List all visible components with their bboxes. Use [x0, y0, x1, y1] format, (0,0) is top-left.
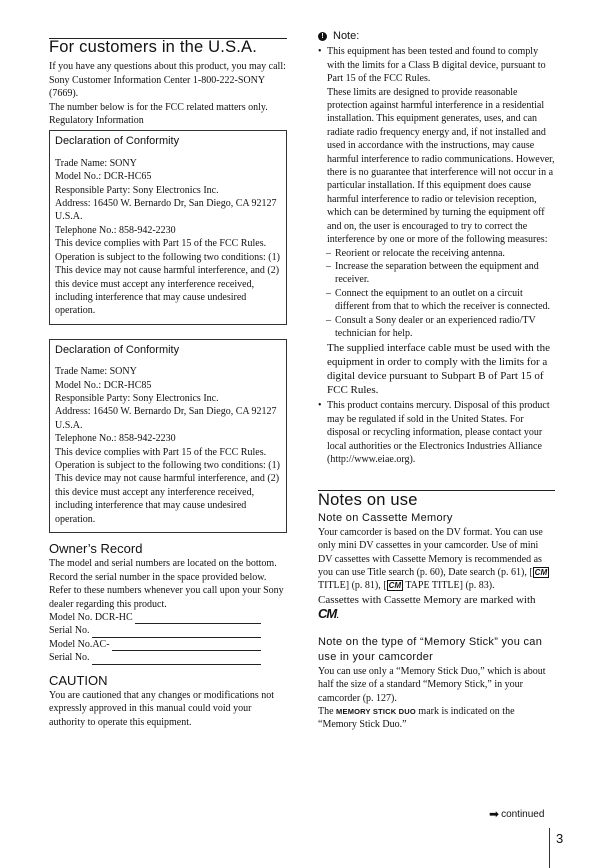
caution-text: You are cautioned that any changes or modifications not expressly approved in this manual could void your authority to operate this equipment.	[49, 690, 275, 728]
measure-item: – Reorient or relocate the receiving antenna.	[318, 247, 555, 260]
intro-line: The number below is for the FCC related matters only.	[49, 101, 268, 113]
note-header	[318, 30, 555, 43]
memory-stick-text: You can use only a “Memory Stick Duo,” which is about half the size of a standard “Memory Stick,” in your camcorder (p. 127).	[318, 665, 546, 704]
declaration-line: Telephone No.: 858-942-2230	[55, 224, 176, 236]
measure-item: – Consult a Sony dealer or an experienced radio/TV technician for help.	[318, 314, 555, 341]
page-divider	[549, 828, 550, 868]
notes-on-use-heading: Notes on use	[318, 491, 418, 510]
memory-stick-heading: Note on the type of “Memory Stick” you can use in your camcorder	[318, 635, 543, 663]
declaration-title: Declaration of Conformity	[55, 343, 180, 356]
owners-record-text: The model and serial numbers are located on the bottom. Record the serial number in the space provided below. Refer to these numbers whenever you call upon your Sony dealer regarding this product.	[49, 558, 284, 610]
cassette-memory-icon: CM	[534, 568, 548, 577]
right-column	[318, 0, 555, 732]
cassette-memory-icon: CM	[388, 581, 402, 591]
declaration-box-1	[49, 130, 287, 324]
declaration-line: Model No.: DCR-HC65	[55, 171, 152, 183]
arrow-right-icon: ➡	[489, 807, 500, 821]
cable-text: The supplied interface cable must be used with the equipment in order to comply with the limits for a digital device pursuant to Subpart B of Part 15 of FCC Rules.	[327, 342, 550, 397]
note-list	[318, 45, 555, 466]
left-column	[49, 0, 287, 729]
note-item: • This product contains mercury. Disposal of this product may be regulated if sold in the United States. For disposal or recycling information, please contact your local authorities or the Electronics Industries Alliance (http://www.eiae.org).	[318, 399, 555, 466]
declaration-box-2	[49, 339, 287, 533]
note-label: Note:	[333, 30, 360, 42]
declaration-line: Responsible Party: Sony Electronics Inc.	[55, 184, 219, 196]
cassette-memory-icon: CM	[318, 605, 337, 621]
declaration-line: Trade Name: SONY	[55, 366, 137, 378]
owners-record-heading: Owner’s Record	[49, 541, 143, 556]
continued-marker	[489, 808, 544, 821]
intro-line: Sony Customer Information Center 1-800-222-SONY (7669).	[49, 74, 265, 100]
intro-text	[49, 60, 287, 127]
record-fields	[49, 611, 261, 665]
declaration-line: This device complies with Part 15 of the FCC Rules. Operation is subject to the following two conditions: (1) This device may not cause harmful interference, and (2) this device must accept any interference received, including interference that may cause undesired operation.	[55, 238, 280, 317]
declaration-line: Telephone No.: 858-942-2230	[55, 433, 176, 445]
ac-model-field: Model No.AC-	[49, 638, 261, 651]
model-field: Model No. DCR-HC	[49, 611, 261, 624]
serial-field: Serial No.	[49, 624, 261, 637]
memory-stick-mark-text: The MEMORY STICK DUO mark is indicated on the “Memory Stick Duo.”	[318, 706, 515, 731]
page-number: 3	[556, 831, 564, 846]
declaration-title: Declaration of Conformity	[55, 135, 180, 148]
cassette-text: Your camcorder is based on the DV format. You can use only mini DV cassettes in your camcorder. Use of mini DV cassettes with Cassette Memory is recommended as you can use Title search (p. 60), Date search (p. 61), [ CM TITLE] (p. 81), [ CM TAPE TITLE] (p. 83).	[318, 526, 548, 592]
measure-item: – Increase the separation between the equipment and receiver.	[318, 260, 555, 287]
customers-heading: For customers in the U.S.A.	[49, 38, 258, 56]
declaration-line: Address: 16450 W. Bernardo Dr, San Diego, CA 92127 U.S.A.	[55, 406, 277, 431]
cassette-marked-text: Cassettes with Cassette Memory are marked with CM.	[318, 593, 536, 621]
memory-stick-duo-logo: MEMORY STICK DUO	[336, 707, 416, 717]
caution-heading: CAUTION	[49, 672, 108, 688]
measure-item: – Connect the equipment to an outlet on a circuit different from that to which the receiver is connected.	[318, 287, 555, 314]
ac-serial-field: Serial No.	[49, 651, 261, 664]
cassette-heading: Note on Cassette Memory	[318, 511, 453, 524]
declaration-line: Address: 16450 W. Bernardo Dr, San Diego, CA 92127 U.S.A.	[55, 198, 277, 223]
intro-line: Regulatory Information	[49, 115, 144, 127]
declaration-line: Trade Name: SONY	[55, 157, 137, 169]
declaration-line: This device complies with Part 15 of the FCC Rules. Operation is subject to the following two conditions: (1) This device may not cause harmful interference, and (2) this device must accept any interference received, including interference that may cause undesired operation.	[55, 446, 280, 525]
continued-label: continued	[501, 809, 545, 820]
intro-line: If you have any questions about this product, you may call:	[49, 61, 286, 73]
measures-list	[318, 247, 555, 341]
declaration-line: Model No.: DCR-HC85	[55, 379, 152, 391]
note-icon: !	[318, 32, 327, 41]
note-item: • This equipment has been tested and found to comply with the limits for a Class B digital device, pursuant to Part 15 of the FCC Rules. These limits are designed to provide reasonable protection against harmful interference in a residential installation. This equipment generates, uses, and can radiate radio frequency energy and, if not installed and used in accordance with the instructions, may cause harmful interference to radio communications. However, there is no guarantee that interference will not occur in a particular installation. If this equipment does cause harmful interference to radio or television reception, which can be determined by turning the equipment off and on, the user is encouraged to try to correct the interference by one or more of the following measures: – Reorient or relocate the receiving antenna. – Increase the separation between the equipment and receiver. – Connect the equipment to an outlet on a circuit different from that to which the receiver is connected. – Consult a Sony dealer or an experienced radio/TV technician for help. The supplied interface cable must be used with the equipment in order to comply with the limits for a digital device pursuant to Subpart B of Part 15 of FCC Rules.	[318, 45, 555, 397]
declaration-line: Responsible Party: Sony Electronics Inc.	[55, 392, 219, 404]
